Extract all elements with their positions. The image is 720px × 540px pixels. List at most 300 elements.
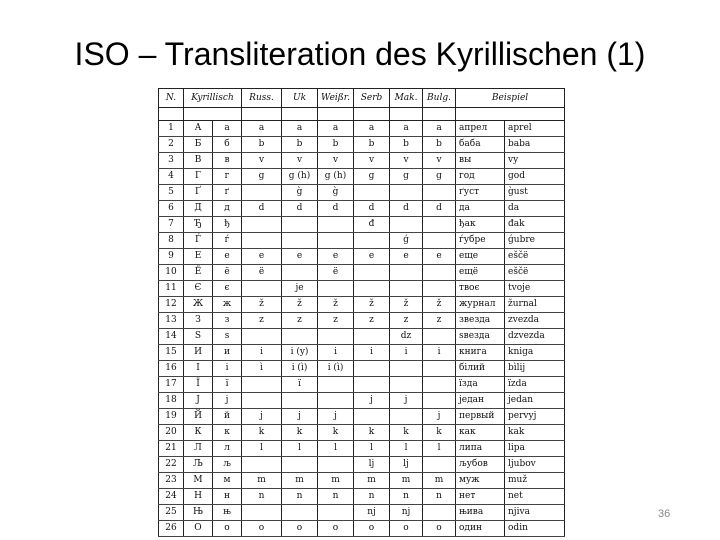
row-number: 12: [159, 297, 184, 313]
belarusian-value: o: [318, 521, 354, 537]
serbian-value: v: [354, 153, 390, 169]
russian-value: ë: [242, 265, 282, 281]
serbian-value: [354, 233, 390, 249]
example-latin: jedan: [505, 393, 565, 409]
serbian-value: z: [354, 313, 390, 329]
ukrainian-value: [282, 329, 318, 345]
serbian-value: [354, 377, 390, 393]
russian-value: a: [242, 121, 282, 137]
bulgarian-value: [423, 217, 456, 233]
russian-value: [242, 377, 282, 393]
example-latin: g̀ust: [505, 185, 565, 201]
cyrillic-uppercase: Д: [184, 201, 213, 217]
example-latin: god: [505, 169, 565, 185]
macedonian-value: m: [390, 473, 423, 489]
russian-value: g: [242, 169, 282, 185]
bulgarian-value: m: [423, 473, 456, 489]
example-latin: ǵubre: [505, 233, 565, 249]
example-cyrillic: твоє: [456, 281, 505, 297]
cyrillic-lowercase: і: [213, 361, 242, 377]
russian-value: j: [242, 409, 282, 425]
belarusian-value: i (ì): [318, 361, 354, 377]
example-cyrillic: еще: [456, 249, 505, 265]
ukrainian-value: z: [282, 313, 318, 329]
macedonian-value: [390, 265, 423, 281]
belarusian-value: z: [318, 313, 354, 329]
cyrillic-uppercase: А: [184, 121, 213, 137]
row-number: 4: [159, 169, 184, 185]
belarusian-value: e: [318, 249, 354, 265]
example-latin: kniga: [505, 345, 565, 361]
macedonian-value: l: [390, 441, 423, 457]
ukrainian-value: j: [282, 409, 318, 425]
example-latin: pervyj: [505, 409, 565, 425]
row-number: 18: [159, 393, 184, 409]
example-latin: da: [505, 201, 565, 217]
bulgarian-value: z: [423, 313, 456, 329]
table-row: [159, 361, 565, 377]
serbian-value: [354, 185, 390, 201]
macedonian-value: z: [390, 313, 423, 329]
ukrainian-value: i (ì): [282, 361, 318, 377]
macedonian-value: k: [390, 425, 423, 441]
macedonian-value: e: [390, 249, 423, 265]
russian-value: [242, 281, 282, 297]
row-number: 15: [159, 345, 184, 361]
row-number: 9: [159, 249, 184, 265]
example-cyrillic: њива: [456, 505, 505, 521]
example-latin: eščë: [505, 249, 565, 265]
belarusian-value: a: [318, 121, 354, 137]
table-row: [159, 409, 565, 425]
cyrillic-lowercase: ї: [213, 377, 242, 393]
table-row: [159, 153, 565, 169]
bulgarian-value: [423, 361, 456, 377]
macedonian-value: [390, 377, 423, 393]
table-row: [159, 441, 565, 457]
macedonian-value: j: [390, 393, 423, 409]
macedonian-value: nj: [390, 505, 423, 521]
macedonian-value: ž: [390, 297, 423, 313]
ukrainian-value: k: [282, 425, 318, 441]
cyrillic-uppercase: И: [184, 345, 213, 361]
example-cyrillic: љубов: [456, 457, 505, 473]
belarusian-value: g (h): [318, 169, 354, 185]
ukrainian-value: d: [282, 201, 318, 217]
example-latin: muž: [505, 473, 565, 489]
cyrillic-lowercase: њ: [213, 505, 242, 521]
bulgarian-value: [423, 377, 456, 393]
macedonian-value: [390, 281, 423, 297]
russian-value: [242, 505, 282, 521]
column-header-kyrillisch: Kyrillisch: [184, 89, 242, 108]
table-row: [159, 169, 565, 185]
serbian-value: [354, 265, 390, 281]
table-row: [159, 185, 565, 201]
serbian-value: b: [354, 137, 390, 153]
bulgarian-value: [423, 265, 456, 281]
cyrillic-lowercase: ј: [213, 393, 242, 409]
table-row: [159, 505, 565, 521]
russian-value: [242, 329, 282, 345]
example-latin: ïzda: [505, 377, 565, 393]
cyrillic-uppercase: І: [184, 361, 213, 377]
belarusian-value: i: [318, 345, 354, 361]
cyrillic-uppercase: Н: [184, 489, 213, 505]
serbian-value: lj: [354, 457, 390, 473]
table-row: [159, 473, 565, 489]
ukrainian-value: je: [282, 281, 318, 297]
ukrainian-value: n: [282, 489, 318, 505]
column-header-uk: Uk: [282, 89, 318, 108]
row-number: 5: [159, 185, 184, 201]
row-number: 8: [159, 233, 184, 249]
serbian-value: ž: [354, 297, 390, 313]
belarusian-value: [318, 329, 354, 345]
belarusian-value: [318, 233, 354, 249]
example-latin: dzvezda: [505, 329, 565, 345]
ukrainian-value: o: [282, 521, 318, 537]
bulgarian-value: ž: [423, 297, 456, 313]
belarusian-value: l: [318, 441, 354, 457]
ukrainian-value: ž: [282, 297, 318, 313]
macedonian-value: [390, 409, 423, 425]
ukrainian-value: l: [282, 441, 318, 457]
cyrillic-uppercase: Ж: [184, 297, 213, 313]
example-cyrillic: год: [456, 169, 505, 185]
example-latin: ljubov: [505, 457, 565, 473]
example-latin: njiva: [505, 505, 565, 521]
macedonian-value: a: [390, 121, 423, 137]
cyrillic-lowercase: в: [213, 153, 242, 169]
example-cyrillic: їзда: [456, 377, 505, 393]
macedonian-value: [390, 361, 423, 377]
russian-value: m: [242, 473, 282, 489]
bulgarian-value: [423, 393, 456, 409]
example-cyrillic: ђак: [456, 217, 505, 233]
serbian-value: k: [354, 425, 390, 441]
table-row: [159, 233, 565, 249]
macedonian-value: b: [390, 137, 423, 153]
column-header-serb: Serb: [354, 89, 390, 108]
cyrillic-uppercase: Ї: [184, 377, 213, 393]
example-cyrillic: ѕвезда: [456, 329, 505, 345]
transliteration-grid: [158, 88, 565, 537]
cyrillic-uppercase: Ё: [184, 265, 213, 281]
example-cyrillic: апрел: [456, 121, 505, 137]
ukrainian-value: b: [282, 137, 318, 153]
table-row: [159, 297, 565, 313]
belarusian-value: [318, 281, 354, 297]
example-cyrillic: да: [456, 201, 505, 217]
page-number: 36: [658, 508, 671, 520]
belarusian-value: g̀: [318, 185, 354, 201]
row-number: 1: [159, 121, 184, 137]
example-cyrillic: первый: [456, 409, 505, 425]
cyrillic-uppercase: Г: [184, 169, 213, 185]
example-latin: net: [505, 489, 565, 505]
cyrillic-uppercase: Ѕ: [184, 329, 213, 345]
macedonian-value: d: [390, 201, 423, 217]
cyrillic-lowercase: н: [213, 489, 242, 505]
russian-value: [242, 233, 282, 249]
serbian-value: [354, 409, 390, 425]
serbian-value: a: [354, 121, 390, 137]
row-number: 7: [159, 217, 184, 233]
ukrainian-value: [282, 265, 318, 281]
bulgarian-value: v: [423, 153, 456, 169]
row-number: 24: [159, 489, 184, 505]
example-latin: eščë: [505, 265, 565, 281]
example-latin: zvezda: [505, 313, 565, 329]
example-latin: baba: [505, 137, 565, 153]
bulgarian-value: [423, 233, 456, 249]
russian-value: ì: [242, 361, 282, 377]
header-spacer-row: [159, 108, 565, 121]
slide-title: ISO – Transliteration des Kyrillischen (1): [74, 36, 646, 72]
bulgarian-value: k: [423, 425, 456, 441]
row-number: 17: [159, 377, 184, 393]
cyrillic-lowercase: а: [213, 121, 242, 137]
bulgarian-value: e: [423, 249, 456, 265]
cyrillic-uppercase: Љ: [184, 457, 213, 473]
macedonian-value: g: [390, 169, 423, 185]
table-row: [159, 457, 565, 473]
cyrillic-uppercase: М: [184, 473, 213, 489]
macedonian-value: n: [390, 489, 423, 505]
cyrillic-lowercase: л: [213, 441, 242, 457]
belarusian-value: m: [318, 473, 354, 489]
russian-value: [242, 393, 282, 409]
table-body: [159, 108, 565, 537]
ukrainian-value: [282, 505, 318, 521]
bulgarian-value: d: [423, 201, 456, 217]
belarusian-value: n: [318, 489, 354, 505]
table-row: [159, 121, 565, 137]
bulgarian-value: b: [423, 137, 456, 153]
belarusian-value: ž: [318, 297, 354, 313]
belarusian-value: [318, 217, 354, 233]
column-header-weissr: Weißr.: [318, 89, 354, 108]
table-row: [159, 345, 565, 361]
ukrainian-value: e: [282, 249, 318, 265]
row-number: 2: [159, 137, 184, 153]
serbian-value: i: [354, 345, 390, 361]
table-row: [159, 313, 565, 329]
example-cyrillic: ещё: [456, 265, 505, 281]
cyrillic-lowercase: м: [213, 473, 242, 489]
bulgarian-value: a: [423, 121, 456, 137]
example-cyrillic: звезда: [456, 313, 505, 329]
table-row: [159, 489, 565, 505]
table-row: [159, 329, 565, 345]
cyrillic-lowercase: й: [213, 409, 242, 425]
row-number: 10: [159, 265, 184, 281]
belarusian-value: v: [318, 153, 354, 169]
ukrainian-value: [282, 457, 318, 473]
macedonian-value: v: [390, 153, 423, 169]
macedonian-value: lj: [390, 457, 423, 473]
table-row: [159, 425, 565, 441]
row-number: 21: [159, 441, 184, 457]
russian-value: i: [242, 345, 282, 361]
cyrillic-lowercase: є: [213, 281, 242, 297]
cyrillic-uppercase: З: [184, 313, 213, 329]
macedonian-value: [390, 217, 423, 233]
cyrillic-lowercase: г: [213, 169, 242, 185]
bulgarian-value: [423, 185, 456, 201]
belarusian-value: b: [318, 137, 354, 153]
header-row: [159, 89, 565, 108]
russian-value: ž: [242, 297, 282, 313]
table-row: [159, 521, 565, 537]
cyrillic-uppercase: Ј: [184, 393, 213, 409]
bulgarian-value: n: [423, 489, 456, 505]
ukrainian-value: [282, 233, 318, 249]
russian-value: [242, 217, 282, 233]
cyrillic-uppercase: Ґ: [184, 185, 213, 201]
row-number: 6: [159, 201, 184, 217]
russian-value: l: [242, 441, 282, 457]
belarusian-value: [318, 457, 354, 473]
macedonian-value: o: [390, 521, 423, 537]
macedonian-value: dz: [390, 329, 423, 345]
column-header-russ: Russ.: [242, 89, 282, 108]
example-cyrillic: липа: [456, 441, 505, 457]
russian-value: [242, 185, 282, 201]
table-row: [159, 377, 565, 393]
serbian-value: n: [354, 489, 390, 505]
cyrillic-uppercase: В: [184, 153, 213, 169]
serbian-value: m: [354, 473, 390, 489]
bulgarian-value: [423, 329, 456, 345]
russian-value: n: [242, 489, 282, 505]
row-number: 23: [159, 473, 184, 489]
serbian-value: đ: [354, 217, 390, 233]
ukrainian-value: [282, 393, 318, 409]
example-latin: bìlij: [505, 361, 565, 377]
table-row: [159, 265, 565, 281]
example-latin: žurnal: [505, 297, 565, 313]
column-header-beispiel: Beispiel: [456, 89, 565, 108]
bulgarian-value: o: [423, 521, 456, 537]
belarusian-value: k: [318, 425, 354, 441]
example-latin: tvoje: [505, 281, 565, 297]
cyrillic-lowercase: ђ: [213, 217, 242, 233]
belarusian-value: [318, 393, 354, 409]
bulgarian-value: l: [423, 441, 456, 457]
cyrillic-lowercase: и: [213, 345, 242, 361]
serbian-value: [354, 329, 390, 345]
cyrillic-uppercase: Є: [184, 281, 213, 297]
cyrillic-uppercase: Њ: [184, 505, 213, 521]
row-number: 16: [159, 361, 184, 377]
cyrillic-lowercase: о: [213, 521, 242, 537]
bulgarian-value: g: [423, 169, 456, 185]
table-row: [159, 217, 565, 233]
cyrillic-lowercase: д: [213, 201, 242, 217]
cyrillic-lowercase: ґ: [213, 185, 242, 201]
example-cyrillic: муж: [456, 473, 505, 489]
cyrillic-lowercase: љ: [213, 457, 242, 473]
example-latin: lipa: [505, 441, 565, 457]
serbian-value: g: [354, 169, 390, 185]
russian-value: d: [242, 201, 282, 217]
table-row: [159, 249, 565, 265]
row-number: 26: [159, 521, 184, 537]
ukrainian-value: m: [282, 473, 318, 489]
belarusian-value: [318, 505, 354, 521]
bulgarian-value: [423, 281, 456, 297]
row-number: 22: [159, 457, 184, 473]
example-latin: đak: [505, 217, 565, 233]
russian-value: b: [242, 137, 282, 153]
serbian-value: [354, 281, 390, 297]
serbian-value: e: [354, 249, 390, 265]
example-latin: vy: [505, 153, 565, 169]
row-number: 13: [159, 313, 184, 329]
serbian-value: o: [354, 521, 390, 537]
cyrillic-lowercase: е: [213, 249, 242, 265]
belarusian-value: d: [318, 201, 354, 217]
belarusian-value: ë: [318, 265, 354, 281]
row-number: 14: [159, 329, 184, 345]
belarusian-value: j: [318, 409, 354, 425]
column-header-n: N.: [159, 89, 184, 108]
table-row: [159, 201, 565, 217]
cyrillic-lowercase: ё: [213, 265, 242, 281]
serbian-value: l: [354, 441, 390, 457]
macedonian-value: ǵ: [390, 233, 423, 249]
table-row: [159, 281, 565, 297]
russian-value: k: [242, 425, 282, 441]
cyrillic-lowercase: ѕ: [213, 329, 242, 345]
column-header-bulg: Bulg.: [423, 89, 456, 108]
serbian-value: d: [354, 201, 390, 217]
bulgarian-value: i: [423, 345, 456, 361]
example-cyrillic: вы: [456, 153, 505, 169]
row-number: 11: [159, 281, 184, 297]
column-header-mak: Mak.: [390, 89, 423, 108]
ukrainian-value: g (h): [282, 169, 318, 185]
example-cyrillic: журнал: [456, 297, 505, 313]
bulgarian-value: [423, 505, 456, 521]
cyrillic-uppercase: Б: [184, 137, 213, 153]
example-cyrillic: один: [456, 521, 505, 537]
row-number: 25: [159, 505, 184, 521]
macedonian-value: [390, 185, 423, 201]
example-cyrillic: как: [456, 425, 505, 441]
table-row: [159, 137, 565, 153]
cyrillic-lowercase: ж: [213, 297, 242, 313]
row-number: 19: [159, 409, 184, 425]
russian-value: [242, 457, 282, 473]
example-cyrillic: нет: [456, 489, 505, 505]
bulgarian-value: [423, 457, 456, 473]
ukrainian-value: v: [282, 153, 318, 169]
serbian-value: nj: [354, 505, 390, 521]
row-number: 20: [159, 425, 184, 441]
russian-value: e: [242, 249, 282, 265]
russian-value: z: [242, 313, 282, 329]
russian-value: o: [242, 521, 282, 537]
ukrainian-value: ï: [282, 377, 318, 393]
example-cyrillic: білий: [456, 361, 505, 377]
ukrainian-value: a: [282, 121, 318, 137]
bulgarian-value: j: [423, 409, 456, 425]
example-cyrillic: ѓубре: [456, 233, 505, 249]
example-latin: kak: [505, 425, 565, 441]
